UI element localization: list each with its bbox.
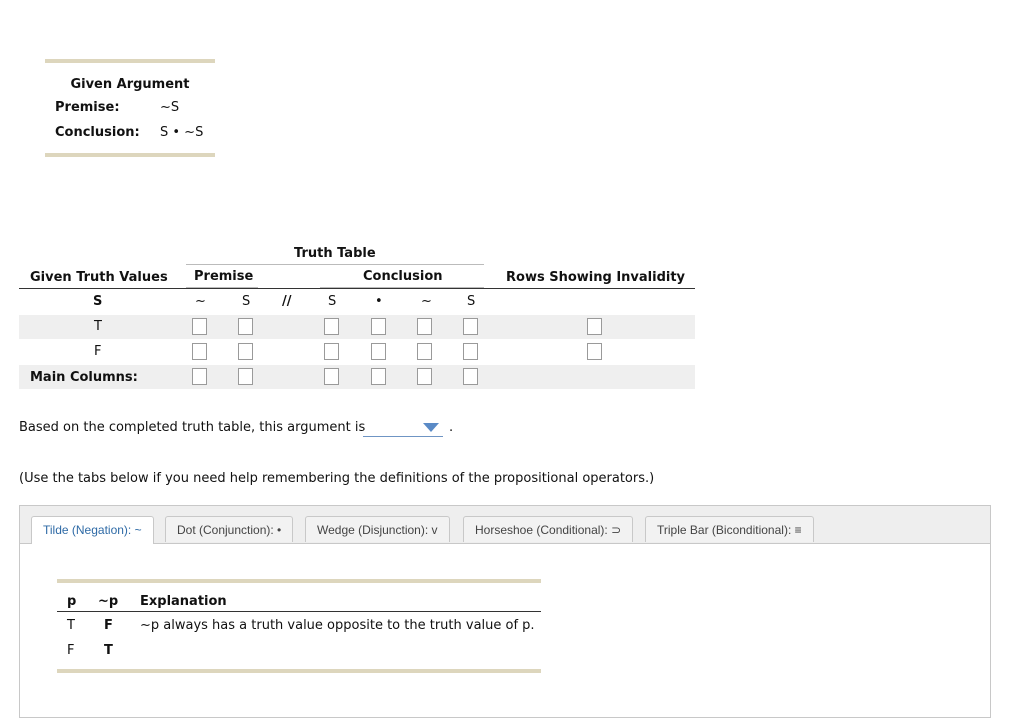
argument-separator: // <box>282 294 292 309</box>
row-value-t: T <box>94 319 102 334</box>
definition-header-explanation: Explanation <box>140 594 227 609</box>
row2-conclusion-s2-cell[interactable] <box>463 343 478 360</box>
conclusion-symbol-s2: S <box>467 294 476 309</box>
premise-symbol-s: S <box>242 294 251 309</box>
definition-row1-not-p: F <box>104 618 113 633</box>
definition-row2-p: F <box>67 643 75 658</box>
definition-header-p: p <box>67 594 77 609</box>
tabs-help-note: (Use the tabs below if you need help remembering the definitions of the propositional operators.) <box>19 471 655 486</box>
given-argument-title: Given Argument <box>70 77 190 92</box>
row1-premise-s-cell[interactable] <box>238 318 253 335</box>
conclusion-symbol-tilde: ~ <box>421 294 432 309</box>
conclusion-label: Conclusion: <box>55 125 140 140</box>
conclusion-value: S • ~S <box>160 125 204 140</box>
tab-triple-bar-biconditional[interactable]: Triple Bar (Biconditional): ≡ <box>645 516 814 542</box>
main-premise-tilde-checkbox[interactable] <box>192 368 207 385</box>
main-columns-label: Main Columns: <box>30 370 138 385</box>
definition-header-not-p: ~p <box>98 594 119 609</box>
tab-dot-conjunction[interactable]: Dot (Conjunction): • <box>165 516 293 542</box>
premise-label: Premise: <box>55 100 120 115</box>
definition-row2-not-p: T <box>104 643 113 658</box>
truth-table-title: Truth Table <box>294 246 376 261</box>
main-conclusion-dot-checkbox[interactable] <box>371 368 386 385</box>
row2-conclusion-tilde-cell[interactable] <box>417 343 432 360</box>
premise-value: ~S <box>160 100 180 115</box>
row2-premise-s-cell[interactable] <box>238 343 253 360</box>
rows-showing-invalidity-header: Rows Showing Invalidity <box>506 270 686 285</box>
given-argument-box <box>45 59 215 157</box>
conclusion-symbol-s1: S <box>328 294 337 309</box>
sentence-period: . <box>449 420 454 435</box>
tab-horseshoe-conditional[interactable]: Horseshoe (Conditional): ⊃ <box>463 516 633 542</box>
row2-premise-tilde-cell[interactable] <box>192 343 207 360</box>
premise-symbol-tilde: ~ <box>195 294 206 309</box>
premise-header: Premise <box>194 269 254 284</box>
row2-conclusion-dot-cell[interactable] <box>371 343 386 360</box>
main-conclusion-s2-checkbox[interactable] <box>463 368 478 385</box>
definition-table-top-rule <box>57 579 541 583</box>
variable-s-header: S <box>93 294 103 309</box>
row1-invalidity-checkbox[interactable] <box>587 318 602 335</box>
definition-table-bottom-rule <box>57 669 541 673</box>
row1-conclusion-s2-cell[interactable] <box>463 318 478 335</box>
main-conclusion-tilde-checkbox[interactable] <box>417 368 432 385</box>
row1-conclusion-s1-cell[interactable] <box>324 318 339 335</box>
row1-conclusion-tilde-cell[interactable] <box>417 318 432 335</box>
chevron-down-icon[interactable] <box>423 423 439 432</box>
definition-row1-explanation: ~p always has a truth value opposite to the truth value of p. <box>140 618 535 633</box>
row1-conclusion-dot-cell[interactable] <box>371 318 386 335</box>
row1-premise-tilde-cell[interactable] <box>192 318 207 335</box>
row2-invalidity-checkbox[interactable] <box>587 343 602 360</box>
conclusion-header: Conclusion <box>363 269 443 284</box>
validity-sentence: Based on the completed truth table, this argument is <box>19 420 366 435</box>
truth-table-title-rule <box>186 264 484 265</box>
definition-row1-p: T <box>67 618 75 633</box>
conclusion-symbol-dot: • <box>375 294 383 309</box>
table-header-rule <box>19 288 695 289</box>
definition-header-rule <box>57 611 541 612</box>
tab-tilde-negation[interactable]: Tilde (Negation): ~ <box>31 516 154 544</box>
given-truth-values-header: Given Truth Values <box>30 270 168 285</box>
tab-wedge-disjunction[interactable]: Wedge (Disjunction): v <box>305 516 450 542</box>
row-value-f: F <box>94 344 102 359</box>
main-premise-s-checkbox[interactable] <box>238 368 253 385</box>
main-conclusion-s1-checkbox[interactable] <box>324 368 339 385</box>
row2-conclusion-s1-cell[interactable] <box>324 343 339 360</box>
